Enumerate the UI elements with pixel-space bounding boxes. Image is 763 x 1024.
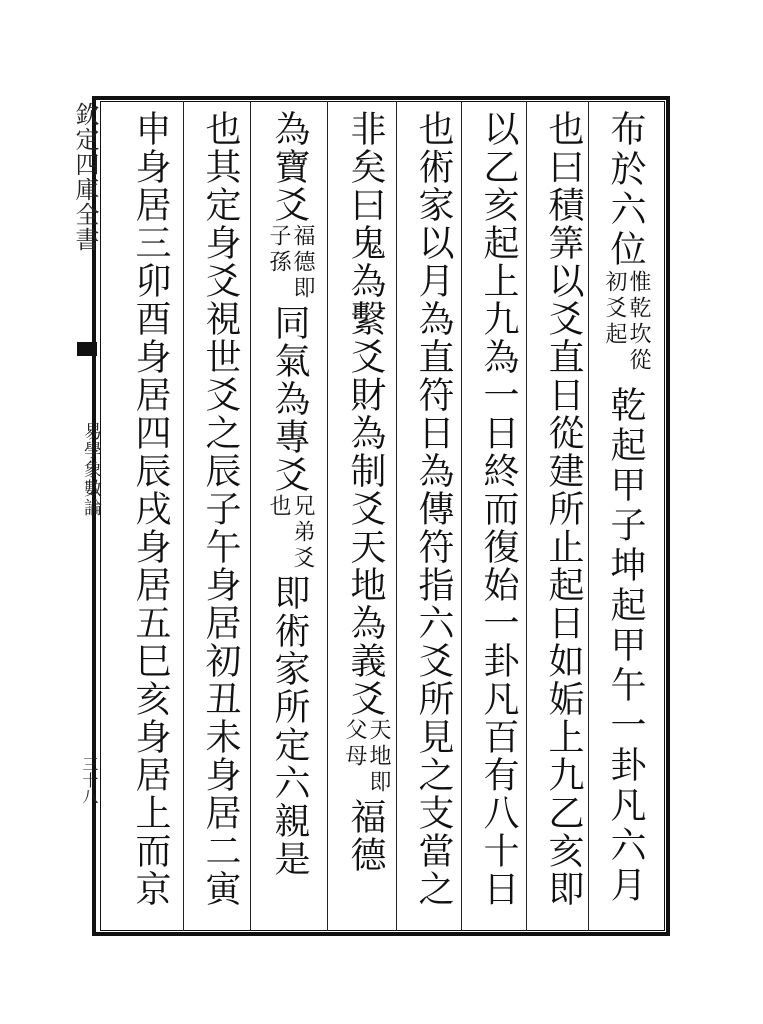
text-column-3: [473, 110, 523, 920]
column-rule: [526, 101, 527, 931]
column-text: 同氣為專爻: [269, 304, 310, 494]
inline-annotation: 福德即子孫: [266, 224, 315, 302]
margin-section-title: 易學象數論: [81, 422, 102, 517]
text-column-5: [340, 110, 390, 920]
column-rule: [250, 101, 251, 931]
margin-page-number: 三十八: [80, 756, 99, 804]
margin-book-title: 欽定四庫全書: [71, 102, 99, 252]
inline-annotation: 兄弟爻也: [266, 494, 315, 572]
column-text: 非矣曰鬼為繫爻財為制爻天地為義爻: [345, 110, 386, 718]
text-column-1: [600, 110, 650, 920]
column-text: 也曰積筭以爻直日從建所止起日如姤上九乙亥即: [543, 110, 584, 908]
column-rule: [396, 101, 397, 931]
column-rule: [588, 101, 589, 931]
column-text: 以乙亥起上九為一日終而復始一卦凡百有八十日: [478, 110, 519, 908]
column-text: 即術家所定六親是: [269, 574, 310, 878]
fish-tail-mark: [77, 342, 97, 356]
text-column-8: [125, 110, 175, 920]
column-rule: [327, 101, 328, 931]
column-text: 也其定身爻視世爻之辰子午身居初丑未身居二寅: [200, 110, 241, 908]
inline-annotation: 惟乾坎從初爻起: [602, 270, 651, 374]
column-rule: [461, 101, 462, 931]
column-text: 福德: [345, 798, 386, 874]
column-text: 也術家以月為直符日為傳符指六爻所見之支當之: [413, 110, 454, 908]
text-column-2: [538, 110, 588, 920]
column-text: 布於六位: [605, 110, 646, 270]
column-text: 乾起甲子坤起甲午一卦凡六月: [605, 386, 646, 906]
text-column-4: [408, 110, 458, 920]
text-column-6: [264, 110, 314, 920]
inline-annotation: 天地即父母: [342, 718, 391, 796]
column-rule: [183, 101, 184, 931]
column-text: 申身居三卯酉身居四辰戌身居五巳亥身居上而京: [130, 110, 171, 908]
column-text: 為寶爻: [269, 110, 310, 224]
text-column-7: [195, 110, 245, 920]
